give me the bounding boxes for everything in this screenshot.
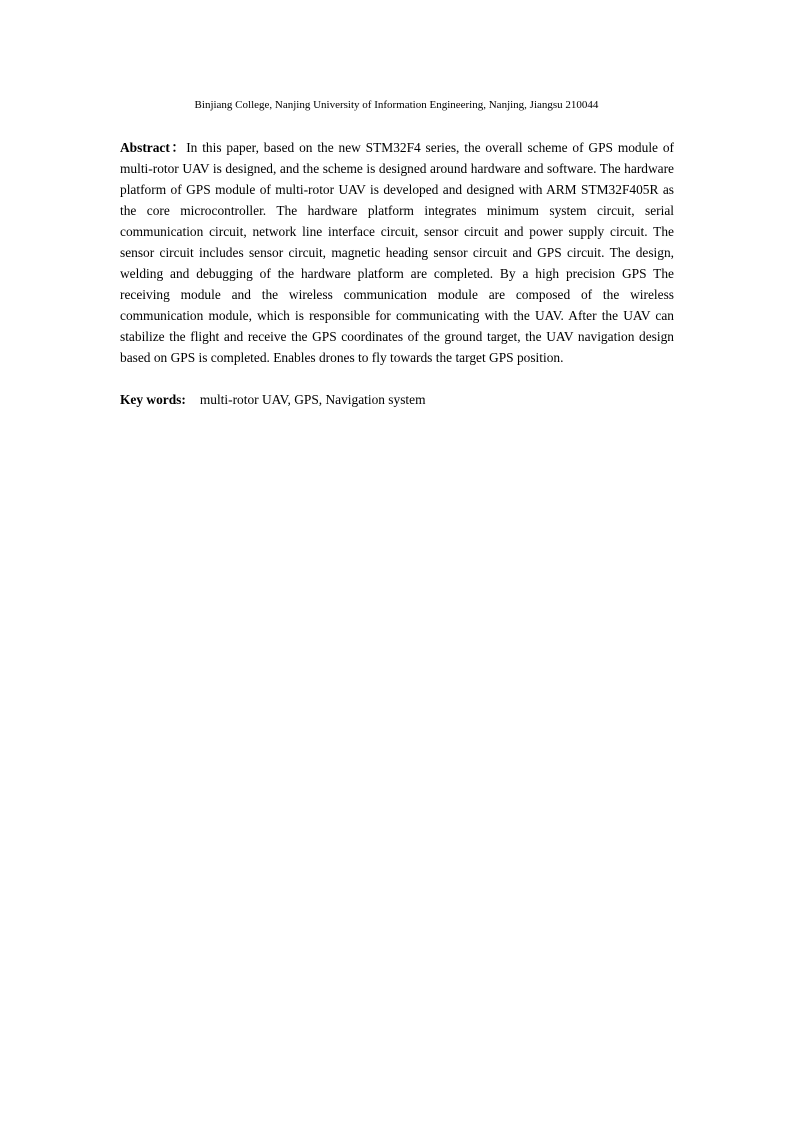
abstract-paragraph (120, 137, 674, 368)
abstract-label: Abstract： (120, 140, 187, 155)
keywords-label: Key words: (120, 392, 186, 407)
abstract-text: In this paper, based on the new STM32F4 series, the overall scheme of GPS module of multi-rotor UAV is designed, and the scheme is designed around hardware and software. The hardware platform of GPS module of multi-rotor UAV is developed and designed with ARM STM32F405R as the core microcontroller. The hardware platform integrates minimum system circuit, serial communication circuit, network line interface circuit, sensor circuit and power supply circuit. The sensor circuit includes sensor circuit, magnetic heading sensor circuit and GPS circuit. The design, welding and debugging of the hardware platform are completed. By a high precision GPS The receiving module and the wireless communication module are composed of the wireless communication module, which is responsible for communicating with the UAV. After the UAV can stabilize the flight and receive the GPS coordinates of the ground target, the UAV navigation design based on GPS is completed. Enables drones to fly towards the target GPS position. (120, 140, 674, 365)
author-affiliation: Binjiang College, Nanjing University of Information Engineering, Nanjing, Jiangsu 210044 (194, 99, 599, 111)
keywords-line (120, 389, 674, 410)
keywords-text: multi-rotor UAV, GPS, Navigation system (199, 392, 426, 407)
